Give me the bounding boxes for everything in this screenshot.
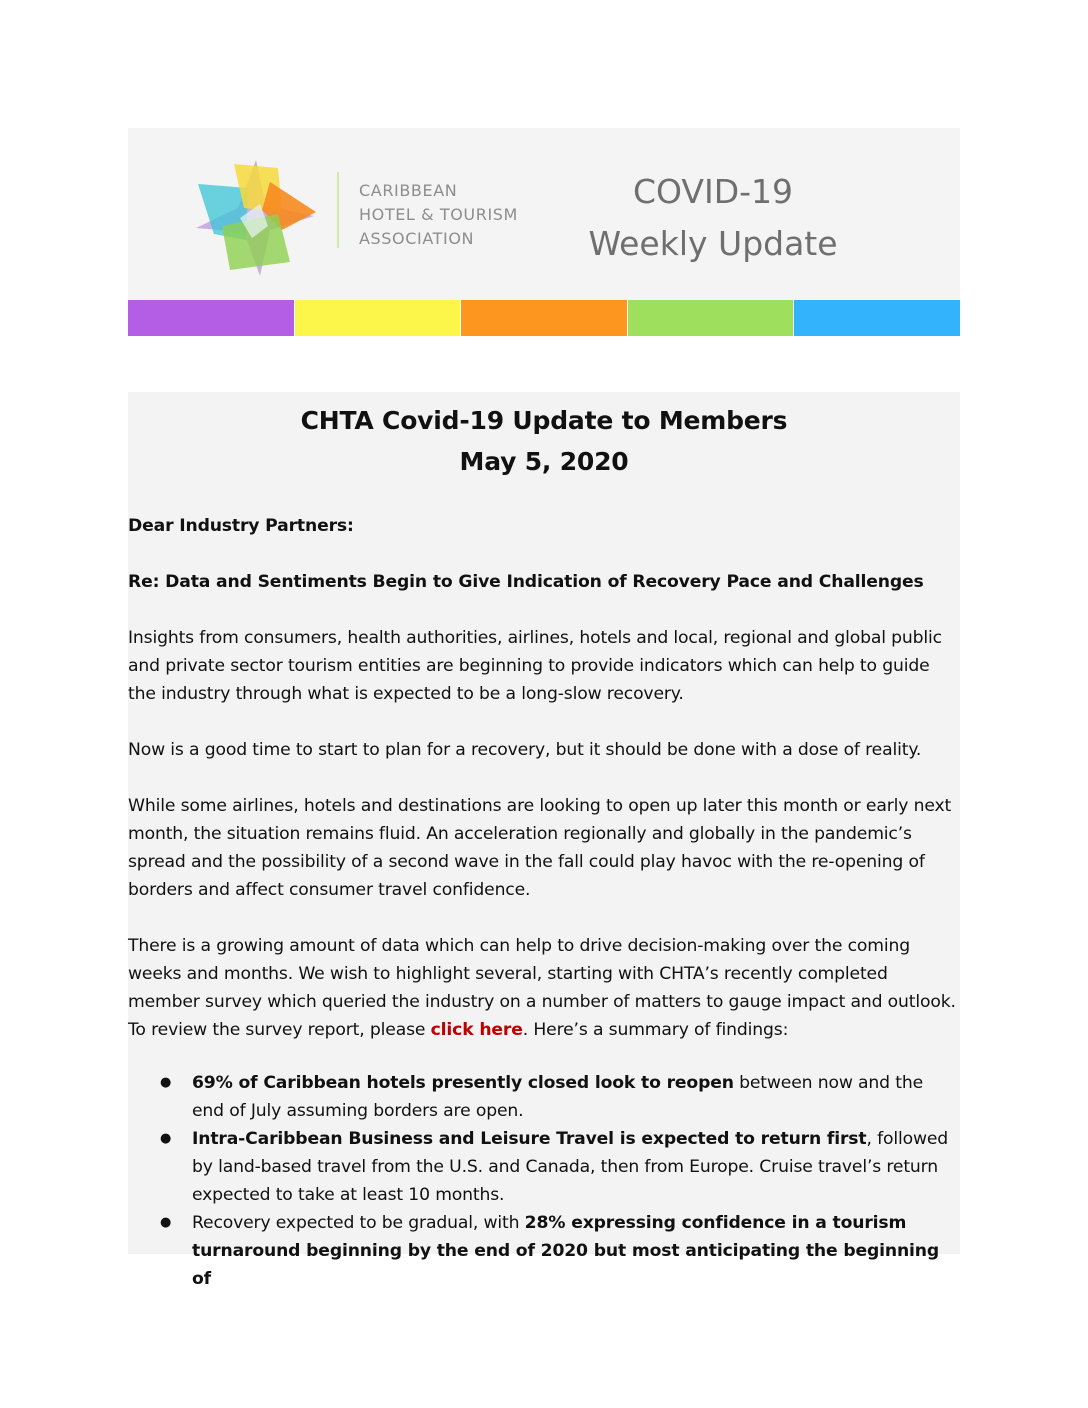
list-item <box>160 1209 960 1293</box>
stripe-yellow <box>294 300 461 336</box>
survey-report-link[interactable]: click here <box>430 1020 523 1040</box>
org-name-line: CARIBBEAN <box>359 181 458 200</box>
letter-date: May 5, 2020 <box>459 447 629 476</box>
finding-text: Recovery expected to be gradual, with <box>192 1213 525 1233</box>
header-banner <box>128 128 960 300</box>
list-item <box>160 1125 960 1209</box>
logo-divider <box>337 172 339 248</box>
letter-panel <box>128 392 960 1289</box>
stripe-orange <box>460 300 627 336</box>
bullet-icon: ● <box>160 1075 172 1090</box>
subject-line: Re: Data and Sentiments Begin to Give Indication of Recovery Pace and Challenges <box>128 572 924 592</box>
paragraph-4-text: There is a growing amount of data which can help to drive decision-making over the coming weeks and months. We wish to highlight several, starting with CHTA’s recently completed member survey which queried the industry on a number of matters to gauge impact and outlook. To review the survey report, please <box>128 936 956 1040</box>
stripe-green <box>627 300 794 336</box>
finding-bold: 69% of Caribbean hotels presently closed look to reopen <box>192 1073 734 1093</box>
findings-list <box>128 1069 960 1293</box>
salutation: Dear Industry Partners: <box>128 516 354 536</box>
bullet-icon: ● <box>160 1131 172 1146</box>
paragraph-4-text-end: . Here’s a summary of findings: <box>522 1020 789 1040</box>
finding-text: , followed by land-based travel from the U.S. and Canada, then from Europe. Cruise travel’s return expected to take at least 10 months. <box>192 1129 949 1205</box>
stripe-blue <box>793 300 960 336</box>
banner-title-line2: Weekly Update <box>588 224 838 263</box>
stripe-purple <box>128 300 294 336</box>
org-name <box>359 179 518 251</box>
finding-bold: Intra-Caribbean Business and Leisure Travel is expected to return first <box>192 1129 867 1149</box>
org-name-line: HOTEL & TOURISM <box>359 205 518 224</box>
finding-text: between now and the end of July assuming borders are open. <box>192 1073 923 1121</box>
list-item <box>160 1069 960 1125</box>
color-stripe <box>128 300 960 336</box>
chta-star-logo-icon <box>186 158 326 276</box>
bullet-icon: ● <box>160 1215 172 1230</box>
banner-title <box>558 166 868 270</box>
banner-title-line1: COVID-19 <box>632 172 794 211</box>
letter-title <box>128 400 960 482</box>
paragraph-4 <box>128 932 960 1044</box>
letter-title-line1: CHTA Covid-19 Update to Members <box>300 406 788 435</box>
paragraph-1: Insights from consumers, health authorities, airlines, hotels and local, regional and global public and private sector tourism entities are beginning to provide indicators which can help to guide the industry through what is expected to be a long-slow recovery. <box>128 628 942 704</box>
finding-bold: 28% expressing confidence in a tourism turnaround beginning by the end of 2020 but most anticipating the beginning of <box>192 1213 940 1289</box>
org-name-line: ASSOCIATION <box>359 229 475 248</box>
paragraph-2: Now is a good time to start to plan for a recovery, but it should be done with a dose of reality. <box>128 740 922 760</box>
paragraph-3: While some airlines, hotels and destinations are looking to open up later this month or early next month, the situation remains fluid. An acceleration regionally and globally in the pandemic’s spread and the possibility of a second wave in the fall could play havoc with the re-opening of borders and affect consumer travel confidence. <box>128 796 952 900</box>
